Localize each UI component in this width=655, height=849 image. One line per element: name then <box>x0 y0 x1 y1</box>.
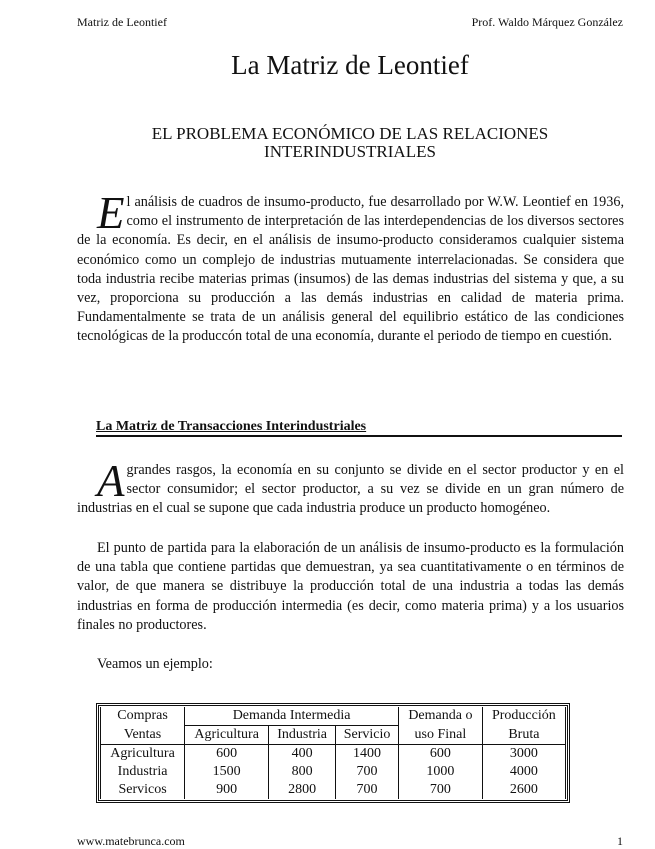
header-demanda-intermedia: Demanda Intermedia <box>185 707 399 726</box>
table-cell: 700 <box>335 763 398 781</box>
header-uso-final: uso Final <box>399 726 483 745</box>
table-cell: 2600 <box>482 781 565 799</box>
table-cell: 3000 <box>482 745 565 764</box>
page-title: La Matriz de Leontief <box>231 50 469 80</box>
paragraph-example: Veamos un ejemplo: <box>97 656 213 672</box>
table-header-row-2 <box>101 726 566 745</box>
transactions-table-grid <box>100 707 566 799</box>
footer-website: www.matebrunca.com <box>77 834 185 848</box>
header-left-text: Matriz de Leontief <box>77 15 167 29</box>
section-heading-text: La Matriz de Transacciones Interindustriales <box>96 419 367 434</box>
table-cell: 1500 <box>185 763 269 781</box>
table-cell: 700 <box>335 781 398 799</box>
row-label: Servicos <box>101 781 185 799</box>
table-header-row-1 <box>101 707 566 726</box>
paragraph-intro <box>77 188 624 347</box>
dropcap-a: A <box>97 456 125 506</box>
table-cell: 800 <box>269 763 336 781</box>
dropcap-e: E <box>97 188 125 238</box>
row-label: Agricultura <box>101 745 185 764</box>
paragraph-starting-point: El punto de partida para la elaboración de un análisis de insumo-producto es la formulación de una tabla que contiene partidas que demuestran, ya sea cuantitativamente o en términos de valor, de que manera se distribuye la producción total de una industria a todas las demás industrias en forma de producción intermedia (es decir, como materia prima) y a los usuarios finales no productores. <box>77 540 624 633</box>
row-label: Industria <box>101 763 185 781</box>
header-bruta: Bruta <box>482 726 565 745</box>
table-row <box>101 763 566 781</box>
header-col-industria: Industria <box>269 726 336 745</box>
paragraph-sectors <box>77 456 624 519</box>
header-ventas: Ventas <box>101 726 185 745</box>
table-cell: 400 <box>269 745 336 764</box>
header-produccion: Producción <box>482 707 565 726</box>
transactions-table <box>96 703 570 803</box>
paragraph-sectors-text: grandes rasgos, la economía en su conjunto se divide en el sector productor y en el sector consumidor; el sector productor, a su vez se divide en un gran número de industrias en el cual se supone que cada industria produce un producto homogéneo. <box>77 462 624 517</box>
table-cell: 2800 <box>269 781 336 799</box>
page-number: 1 <box>617 834 623 848</box>
page-subtitle <box>0 125 655 161</box>
header-col-agricultura: Agricultura <box>185 726 269 745</box>
paragraph-intro-text: l análisis de cuadros de insumo-producto, fue desarrollado por W.W. Leontief en 1936, como el instrumento de interpretación de las interdependencias de los diversos sectores de la economía. Es decir, en el análisis de insumo-producto consideramos cualquier sistema económico como un complejo de industrias mutuamente interrelacionadas. Se considera que toda industria recibe materias primas (insumos) de las demas industrias del sistema y que, a su vez, proporciona su producción a las demás industrias en calidad de materia prima. Fundamentalmente se trata de un análisis general del equilibrio estático de las condiciones tecnológicas de la produccón total de una economía, durante el periodo de tiempo en cuestión. <box>77 194 624 345</box>
subtitle-line-1: EL PROBLEMA ECONÓMICO DE LAS RELACIONES <box>151 124 549 143</box>
table-cell: 1000 <box>399 763 483 781</box>
table-cell: 600 <box>185 745 269 764</box>
section-heading <box>96 419 622 437</box>
table-row <box>101 781 566 799</box>
table-cell: 4000 <box>482 763 565 781</box>
table-cell: 900 <box>185 781 269 799</box>
table-cell: 600 <box>399 745 483 764</box>
subtitle-line-2: INTERINDUSTRIALES <box>264 142 436 161</box>
header-compras: Compras <box>101 707 185 726</box>
header-right-text: Prof. Waldo Márquez González <box>471 15 623 29</box>
table-row <box>101 745 566 764</box>
header-demanda-o: Demanda o <box>399 707 483 726</box>
table-cell: 700 <box>399 781 483 799</box>
table-cell: 1400 <box>335 745 398 764</box>
header-col-servicio: Servicio <box>335 726 398 745</box>
